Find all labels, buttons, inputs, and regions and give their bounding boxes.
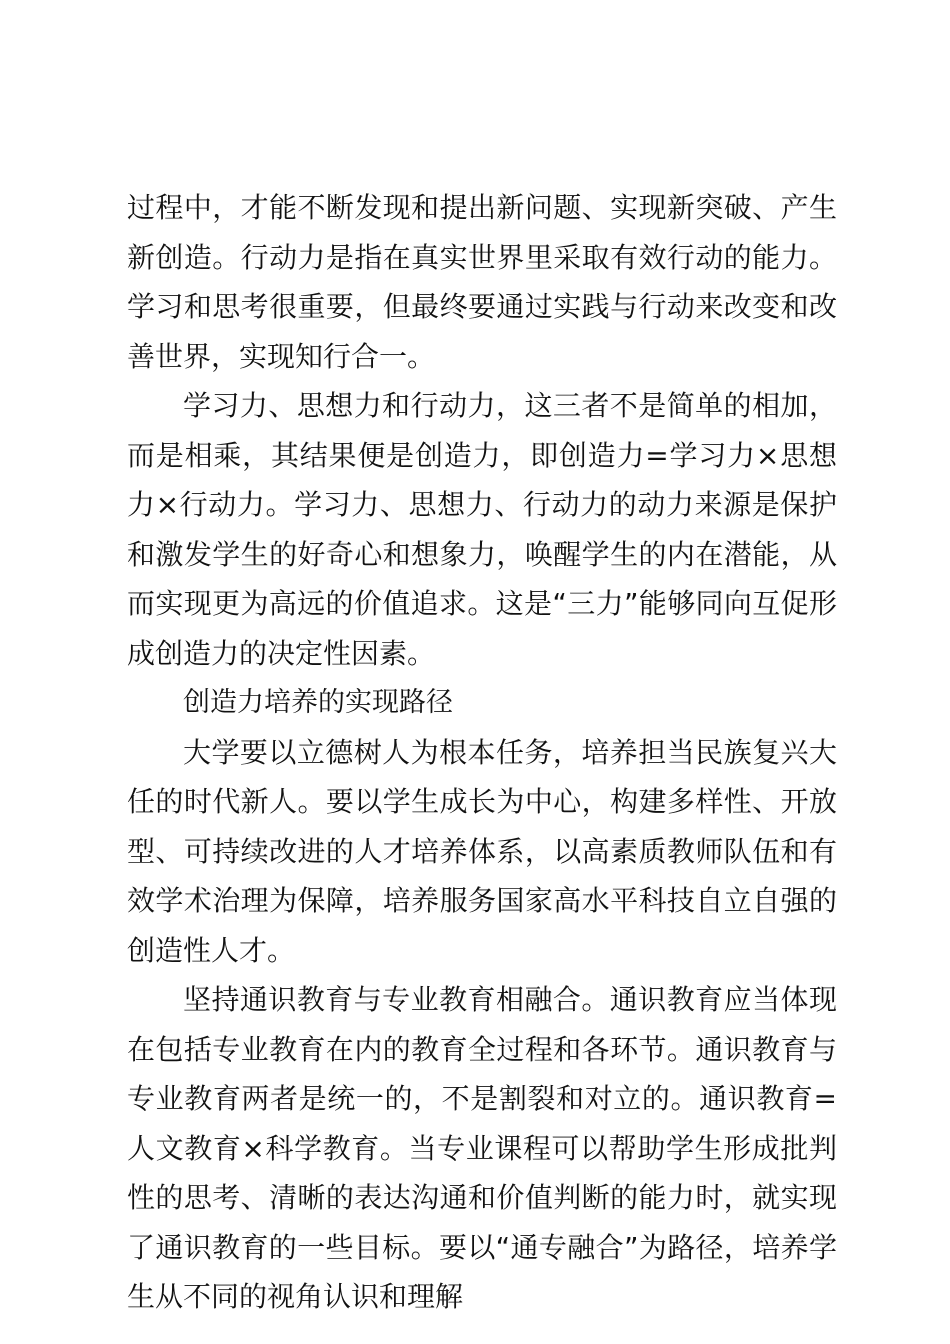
paragraph-4: 坚持通识教育与专业教育相融合。通识教育应当体现在包括专业教育在内的教育全过程和各环节。通识教育与专业教育两者是统一的，不是割裂和对立的。通识教育=人文教育×科学教育。当专业课程可以帮助学生形成批判性的思考、清晰的表达沟通和价值判断的能力时，就实现了通识教育的一些目标。要以“通专融合”为路径，培养学生从不同的视角认识和理解 [127, 983, 837, 1313]
paragraph-3: 大学要以立德树人为根本任务，培养担当民族复兴大任的时代新人。要以学生成长为中心，构建多样性、开放型、可持续改进的人才培养体系，以高素质教师队伍和有效学术治理为保障，培养服务国家高水平科技自立自强的创造性人才。 [127, 735, 837, 967]
paragraph-1: 过程中，才能不断发现和提出新问题、实现新突破、产生新创造。行动力是指在真实世界里采取有效行动的能力。学习和思考很重要，但最终要通过实践与行动来改变和改善世界，实现知行合一。 [127, 191, 837, 373]
document-body [127, 183, 837, 1322]
section-heading: 创造力培养的实现路径 [183, 687, 453, 718]
paragraph-2: 学习力、思想力和行动力，这三者不是简单的相加，而是相乘，其结果便是创造力，即创造力=学习力×思想力×行动力。学习力、思想力、行动力的动力来源是保护和激发学生的好奇心和想象力，唤醒学生的内在潜能，从而实现更为高远的价值追求。这是“三力”能够同向互促形成创造力的决定性因素。 [127, 389, 837, 670]
